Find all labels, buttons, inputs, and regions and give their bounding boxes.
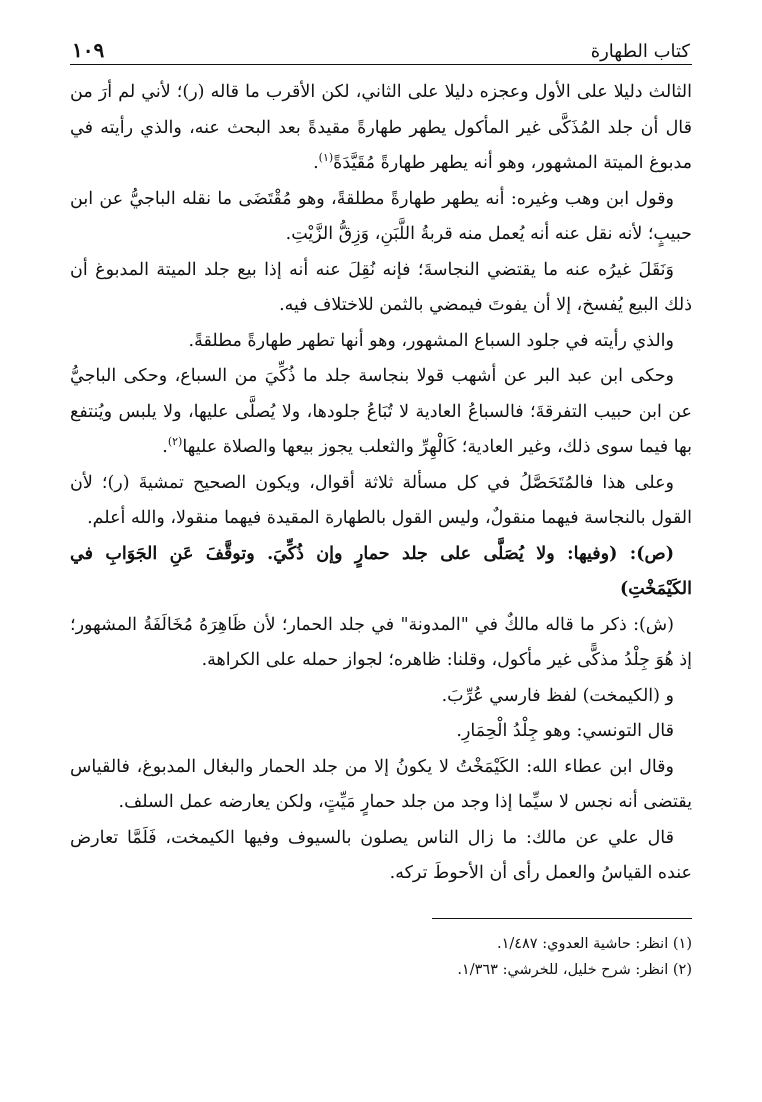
matn-quote: (ص): (وفيها: ولا يُصَلَّى على جلد حمارٍ وإن ذُكِّيَ. وتوقَّفَ عَنِ الجَوَابِ في الكَيْمَخْتِ) [70,543,692,599]
paragraph: (ش): ذكر ما قاله مالكٌ في "المدونة" في جلد الحمار؛ لأن ظَاهِرَهُ مُخَالَفَةُ المشهور؛ إذ هُوَ جِلْدُ مذكًّى غير مأكول، وقلنا: ظاهره؛ لجواز حمله على الكراهة. [70,614,692,670]
book-title: كتاب الطهارة [590,41,690,62]
paragraph: وقول ابن وهب وغيره: أنه يطهر طهارةً مطلقةً، وهو مُقْتَضَى ما نقله الباجيُّ عن ابن حبيبٍ؛ لأنه نقل عنه أنه يُعمل منه قربةُ اللَّبَنِ، وَزِقُّ الزَّيْتِ. [70,188,692,244]
paragraph: قال التونسي: وهو جِلْدُ الْحِمَارِ. [456,721,674,741]
paragraph: وقال ابن عطاء الله: الكَيْمَخْتُ لا يكونُ إلا من جلد الحمار والبغال المدبوغ، فالقياس يقتضى أنه نجس لا سيِّما إذا وجد من جلد حمارٍ مَيِّتٍ، ولكن يعارضه عمل السلف. [70,756,692,812]
paragraph: و (الكيمخت) لفظ فارسي عُرِّبَ. [441,685,674,706]
footnote: (٢) انظر: شرح خليل، للخرشي: ١/٣٦٣. [457,961,692,978]
main-text [70,75,692,892]
page-header [70,36,692,65]
footnote-separator [432,918,692,919]
page-number: ١٠٩ [72,38,105,62]
paragraph: الثالث دليلا على الأول وعجزه دليلا على الثاني، لكن الأقرب ما قاله (ر)؛ لأني لم أرَ من قال أن جلد المُذَكَّى غير المأكول يطهر طهارةً مقيدةً بعد البحث عنه، والذي رأيته في مدبوغ الميتة المشهور، وهو أنه يطهر طهارةً مُقَيَّدَةً$^{(١)}$. [70,82,692,173]
paragraph: والذي رأيته في جلود السباع المشهور، وهو أنها تطهر طهارةً مطلقةً. [188,330,674,351]
book-page [70,36,692,983]
paragraph: وعلى هذا فالمُتَحَصَّلُ في كل مسألة ثلاثة أقوال، ويكون الصحيح تمشيةَ (ر)؛ لأن القول بالنجاسة فيهما منقولٌ، وليس القول بالطهارة المقيدة فيهما منقولا، والله أعلم. [70,472,692,528]
paragraph: قال علي عن مالك: ما زال الناس يصلون بالسيوف وفيها الكيمخت، فَلَمَّا تعارض عنده القياسُ والعمل رأى أن الأحوطَ تركه. [70,827,692,883]
paragraph: وحكى ابن عبد البر عن أشهب قولا بنجاسة جلد ما ذُكِّيَ من السباع، وحكى الباجيُّ عن ابن حبيب التفرقةَ؛ فالسباعُ العادية لا تُبَاعُ جلودها، ولا يُصلَّى عليها، ولا يلبس ويُنتفع بها فيما سوى ذلك، وغير العادية؛ كَالْهِرِّ والثعلب يجوز بيعها والصلاة عليها$^{(٢)}$. [70,366,692,457]
footnotes [70,931,692,983]
footnote-ref[interactable]: (٢) [167,435,183,449]
footnote-ref[interactable]: (١) [318,151,334,165]
paragraph: وَنَقَلَ غيرُه عنه ما يقتضي النجاسةَ؛ فإنه نُقِلَ عنه أنه إذا بيع جلد الميتة المدبوغ أن ذلك البيع يُفسخ، إلا أن يفوتَ فيمضي بالثمن للاختلاف فيه. [70,259,692,315]
footnote: (١) انظر: حاشية العدوي: ١/٤٨٧. [496,935,692,952]
